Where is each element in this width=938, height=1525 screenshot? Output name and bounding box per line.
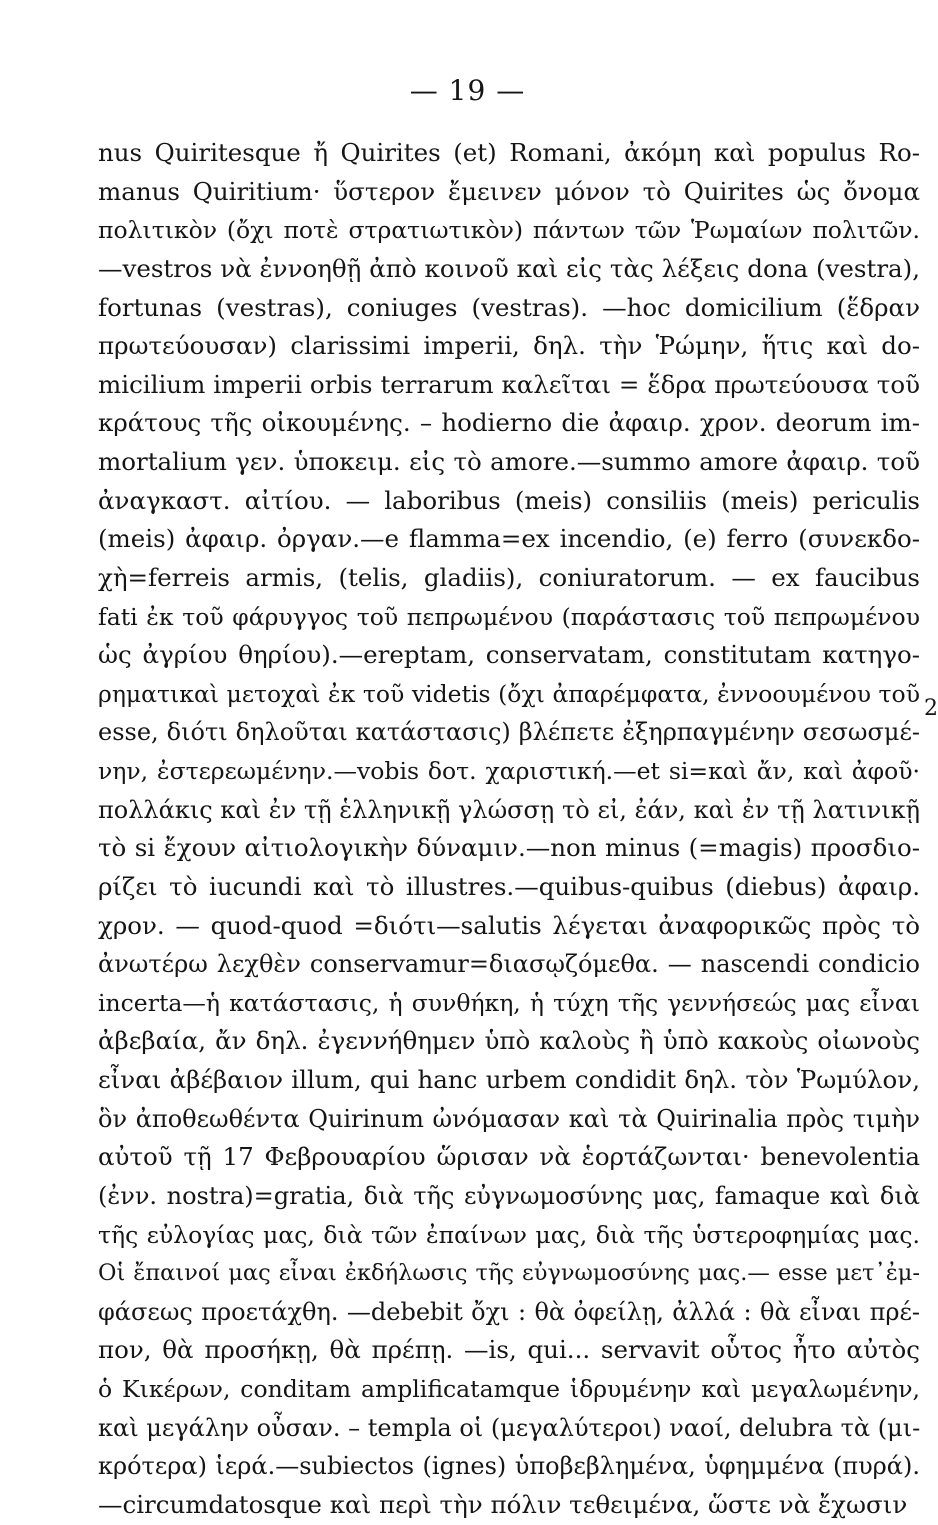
text-line: τὸ si ἔχουν αἰτιολογικὴν δύναμιν.—non minus (=magis) προσδιο-: [98, 833, 920, 863]
text-line: micilium imperii orbis terrarum καλεῖται = ἕδρα πρωτεύουσα τοῦ: [98, 369, 920, 399]
text-line: ὡς ἀγρίου θηρίου).—ereptam, conservatam, constitutam κατηγο-: [98, 640, 920, 670]
text-line: Οἱ ἔπαινοί μας εἶναι ἐκδήλωσις τῆς εὐγνωμοσύνης μας.— esse μετ᾽ἐμ-: [98, 1260, 920, 1287]
margin-mark: 2: [924, 696, 938, 721]
text-line: εἶναι ἀβέβαιον illum, qui hanc urbem condidit δηλ. τὸν Ῥωμύλον,: [98, 1065, 920, 1094]
text-line: χρον. — quod-quod =διότι—salutis λέγεται ἀναφορικῶς πρὸς τὸ: [98, 910, 920, 940]
text-line: ἀβεβαία, ἄν δηλ. ἐγεννήθημεν ὑπὸ καλοὺς ἢ ὑπὸ κακοὺς οἰωνοὺς: [98, 1026, 920, 1056]
text-line: ἀναγκαστ. αἰτίου. — laboribus (meis) consiliis (meis) periculis: [98, 485, 920, 515]
text-line: πον, θὰ προσήκῃ, θὰ πρέπῃ. —is, qui... servavit οὗτος ἦτο αὐτὸς: [98, 1335, 920, 1365]
text-body: [98, 134, 920, 1525]
text-line: τῆς εὐλογίας μας, διὰ τῶν ἐπαίνων μας, διὰ τῆς ὑστεροφημίας μας.: [98, 1220, 920, 1249]
text-line: —circumdatosque καὶ περὶ τὴν πόλιν τεθειμένα, ὥστε νὰ ἔχωσιν: [98, 1489, 908, 1519]
text-line: mortalium γεν. ὑποκειμ. εἰς τὸ amore.—summo amore ἀφαιρ. τοῦ: [98, 447, 920, 476]
text-line: nus Quiritesque ἤ Quirites (et) Romani, ἀκόμη καὶ populus Ro-: [98, 138, 920, 167]
text-line: ὁ Κικέρων, conditam amplificatamque ἱδρυμένην καὶ μεγαλωμένην,: [98, 1375, 920, 1403]
text-line: πρωτεύουσαν) clarissimi imperii, δηλ. τὴν Ῥώμην, ἥτις καὶ do-: [98, 331, 920, 361]
page-number: — 19 —: [409, 74, 526, 107]
text-line: ἀνωτέρω λεχθὲν conservamur=διασῳζόμεθα. — nascendi condicio: [98, 950, 920, 979]
text-line: πολιτικὸν (ὄχι ποτὲ στρατιωτικὸν) πάντων τῶν Ῥωμαίων πολιτῶν.: [98, 216, 920, 245]
text-line: φάσεως προετάχθη. —debebit ὄχι : θὰ ὀφείλῃ, ἀλλά : θὰ εἶναι πρέ-: [98, 1297, 920, 1326]
text-line: ρίζει τὸ iucundi καὶ τὸ illustres.—quibus-quibus (diebus) ἀφαιρ.: [98, 871, 920, 901]
text-line: καὶ μεγάλην οὖσαν. – templa οἱ (μεγαλύτεροι) ναοί, delubra τὰ (μι-: [98, 1413, 921, 1442]
text-line: incerta—ἡ κατάστασις, ἡ συνθήκη, ἡ τύχη τῆς γεννήσεώς μας εἶναι: [98, 988, 920, 1017]
text-line: manus Quiritium· ὕστερον ἔμεινεν μόνον τὸ Quirites ὡς ὄνομα: [98, 176, 920, 206]
text-line: νην, ἐστερεωμένην.—vobis δοτ. χαριστική.—et si=καὶ ἄν, καὶ ἀφοῦ·: [98, 757, 920, 785]
text-line: κρότερα) ἱερά.—subiectos (ignes) ὑποβεβλημένα, ὑφημμένα (πυρά).: [98, 1452, 920, 1481]
text-line: αὐτοῦ τῇ 17 Φεβρουαρίου ὥρισαν νὰ ἑορτάζωνται· benevolentia: [98, 1142, 920, 1172]
text-line: —vestros νὰ ἐννοηθῇ ἀπὸ κοινοῦ καὶ εἰς τὰς λέξεις dona (vestra),: [98, 253, 920, 283]
text-line: χὴ=ferreis armis, (telis, gladiis), coniuratorum. — ex faucibus: [98, 562, 920, 592]
text-line: ρηματικαὶ μετοχαὶ ἐκ τοῦ videtis (ὄχι ἀπαρέμφατα, ἐννοουμένου τοῦ: [98, 679, 920, 708]
text-line: ὃν ἀποθεωθέντα Quirinum ὠνόμασαν καὶ τὰ Quirinalia πρὸς τιμὴν: [98, 1104, 920, 1133]
text-line: κράτους τῆς οἰκουμένης. – hodierno die ἀφαιρ. χρον. deorum im-: [98, 408, 920, 438]
text-line: πολλάκις καὶ ἐν τῇ ἑλληνικῇ γλώσσῃ τὸ εἰ, ἐάν, καὶ ἐν τῇ λατινικῇ: [98, 795, 920, 824]
text-line: esse, διότι δηλοῦται κατάστασις) βλέπετε ἐξηρπαγμένην σεσωσμέ-: [98, 718, 920, 747]
text-line: (meis) ἀφαιρ. ὀργαν.—e flamma=ex incendio, (e) ferro (συνεκδο-: [98, 524, 920, 554]
text-line: fati ἐκ τοῦ φάρυγγος τοῦ πεπρωμένου (παράστασις τοῦ πεπρωμένου: [98, 602, 920, 631]
text-line: fortunas (vestras), coniuges (vestras). —hoc domicilium (ἕδραν: [98, 292, 920, 322]
text-line: (ἐνν. nostra)=gratia, διὰ τῆς εὐγνωμοσύνης μας, famaque καὶ διὰ: [98, 1181, 920, 1210]
